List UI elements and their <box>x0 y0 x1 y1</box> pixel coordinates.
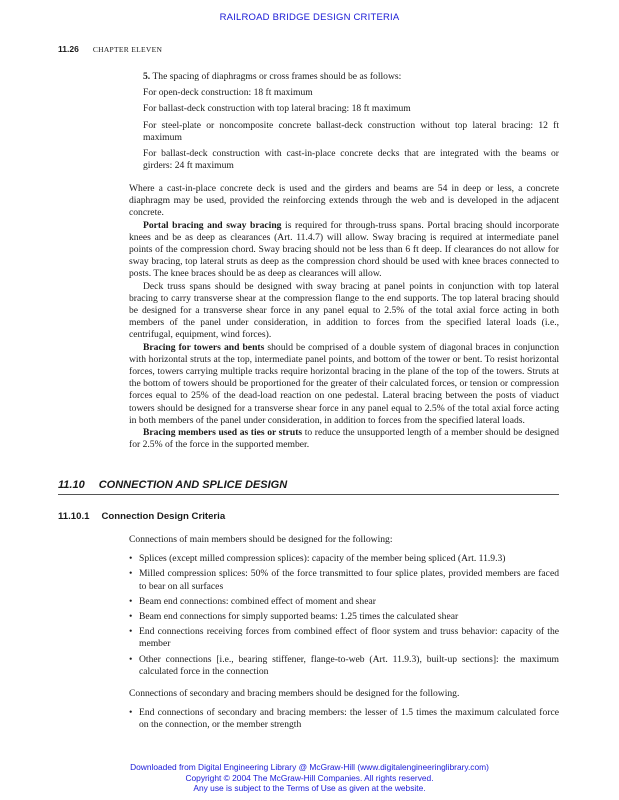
subsection-title: Connection Design Criteria <box>101 511 226 522</box>
list-item: • End connections of secondary and bracing members: the lesser of 1.5 times the maximum calculated force on the connection, or the member strength <box>129 707 559 731</box>
bullet-icon: • <box>129 626 133 638</box>
section-number: 11.10 <box>58 479 85 491</box>
footer-copyright: Copyright © 2004 The McGraw-Hill Companies. All rights reserved. <box>185 772 434 783</box>
subsection-number: 11.10.1 <box>58 511 90 522</box>
main-connections-list <box>129 553 559 678</box>
top-banner: RAILROAD BRIDGE DESIGN CRITERIA <box>219 12 400 23</box>
list-item: • Beam end connections for simply supported beams: 1.25 times the calculated shear <box>129 611 459 623</box>
spacing-line: For ballast-deck construction with cast-in-place concrete decks that are integrated with the beams or girders: 24 ft maximum <box>143 148 559 172</box>
section-title: CONNECTION AND SPLICE DESIGN <box>98 479 288 491</box>
bracing-paragraphs <box>129 183 559 451</box>
ties-struts-text: to reduce the unsupported length of a member should be designed for 2.5% of the force in the supported member. <box>129 427 559 451</box>
bullet-icon: • <box>129 707 133 719</box>
bullet-icon: • <box>129 553 133 565</box>
main-connections-intro: Connections of main members should be designed for the following: <box>129 534 393 545</box>
paragraph-ties-struts <box>129 427 559 451</box>
portal-bracing-text: is required for through-truss spans. Portal bracing should incorporate knees and be as deep as clearances (Art. 11.4.7) will allow. Sway bracing is required at intermediate panel points of the compression chord. Sway bracing should not be less than 6 ft deep. If clearances do not allow for sway bracing, top lateral struts as deep as the compression chord should be used with knee braces connected to posts. The knee braces should be as deep as clearances will allow. <box>129 219 559 280</box>
item-5-intro: The spacing of diaphragms or cross frames should be as follows: <box>152 71 402 82</box>
paragraph-portal-bracing <box>129 220 559 281</box>
secondary-connections-intro: Connections of secondary and bracing members should be designed for the following. <box>129 688 460 699</box>
bullet-icon: • <box>129 568 133 580</box>
main-connections <box>129 534 559 681</box>
footer-download-link[interactable]: Downloaded from Digital Engineering Library @ McGraw-Hill (www.digitalengineeringlibrary.com) <box>130 762 489 772</box>
secondary-connections <box>129 688 559 735</box>
list-item: • Beam end connections: combined effect of moment and shear <box>129 595 376 607</box>
paragraph-deck-truss: Deck truss spans should be designed with sway bracing at panel points in conjunction with top lateral bracing to carry transverse shear at the compression flange to the end supports. The top lateral bracing should be designed for a transverse shear force in any panel equal to 2.5% of the total axial force acting in both members of the panel under consideration, in addition to forces from the specified lateral loads (i.e., centrifugal, equipment, wind forces). <box>129 280 559 341</box>
spacing-line: For ballast-deck construction with top lateral bracing: 18 ft maximum <box>143 103 411 115</box>
subsection-heading <box>58 511 225 522</box>
section-heading <box>58 479 559 495</box>
towers-bents-text: should be comprised of a double system of diagonal braces in conjunction with horizontal struts at the top, intermediate panel points, and bottom of the tower or bent. To resist horizontal forces, towers carrying multiple tracks require horizontal bracing in the plane of the top of the towers. Struts at the bottom of towers should be proportioned for the greater of their calculated forces, or tension or compression forces equal to 25% of the dead-load reaction on one pedestal. Lateral bracing between the posts of viaduct towers should be designed for a transverse shear force in any panel equal to 2.5% of the total axial force acting in both members of the panel under consideration, in addition to forces from the specified lateral loads. <box>129 341 559 426</box>
towers-bents-lead: Bracing for towers and bents <box>143 341 265 353</box>
list-item: • Other connections [i.e., bearing stiffener, flange-to-web (Art. 11.9.3), built-up sections]: the maximum calculated force in the connection <box>129 653 559 677</box>
portal-bracing-lead: Portal bracing and sway bracing <box>143 219 282 231</box>
list-item: • Splices (except milled compression splices): capacity of the member being spliced (Art. 11.9.3) <box>129 553 506 565</box>
chapter-label: CHAPTER ELEVEN <box>92 45 163 54</box>
ties-struts-lead: Bracing members used as ties or struts <box>143 427 303 439</box>
item-5-number: 5. <box>143 71 151 82</box>
list-item: • End connections receiving forces from combined effect of floor system and truss behavior: capacity of the member <box>129 626 559 650</box>
running-head <box>58 44 162 54</box>
item-5 <box>143 71 559 172</box>
paragraph-cast-in-place: Where a cast-in-place concrete deck is used and the girders and beams are 54 in deep or less, a concrete diaphragm may be used, provided the reinforcing extends through the web and is developed in the adjacent concrete. <box>129 183 559 219</box>
spacing-line: For open-deck construction: 18 ft maximum <box>143 87 313 99</box>
bullet-icon: • <box>129 611 133 623</box>
bullet-icon: • <box>129 653 133 665</box>
footer-terms-link[interactable]: Any use is subject to the Terms of Use as given at the website. <box>193 783 426 794</box>
list-item: • Milled compression splices: 50% of the force transmitted to four splice plates, provided members are faced to bear on all surfaces <box>129 568 559 592</box>
page-number: 11.26 <box>58 44 79 54</box>
spacing-line: For steel-plate or noncomposite concrete ballast-deck construction without top lateral bracing: 12 ft maximum <box>143 119 559 143</box>
paragraph-towers-bents <box>129 342 559 427</box>
bullet-icon: • <box>129 595 133 607</box>
footer <box>0 762 619 794</box>
secondary-connections-list <box>129 707 559 731</box>
